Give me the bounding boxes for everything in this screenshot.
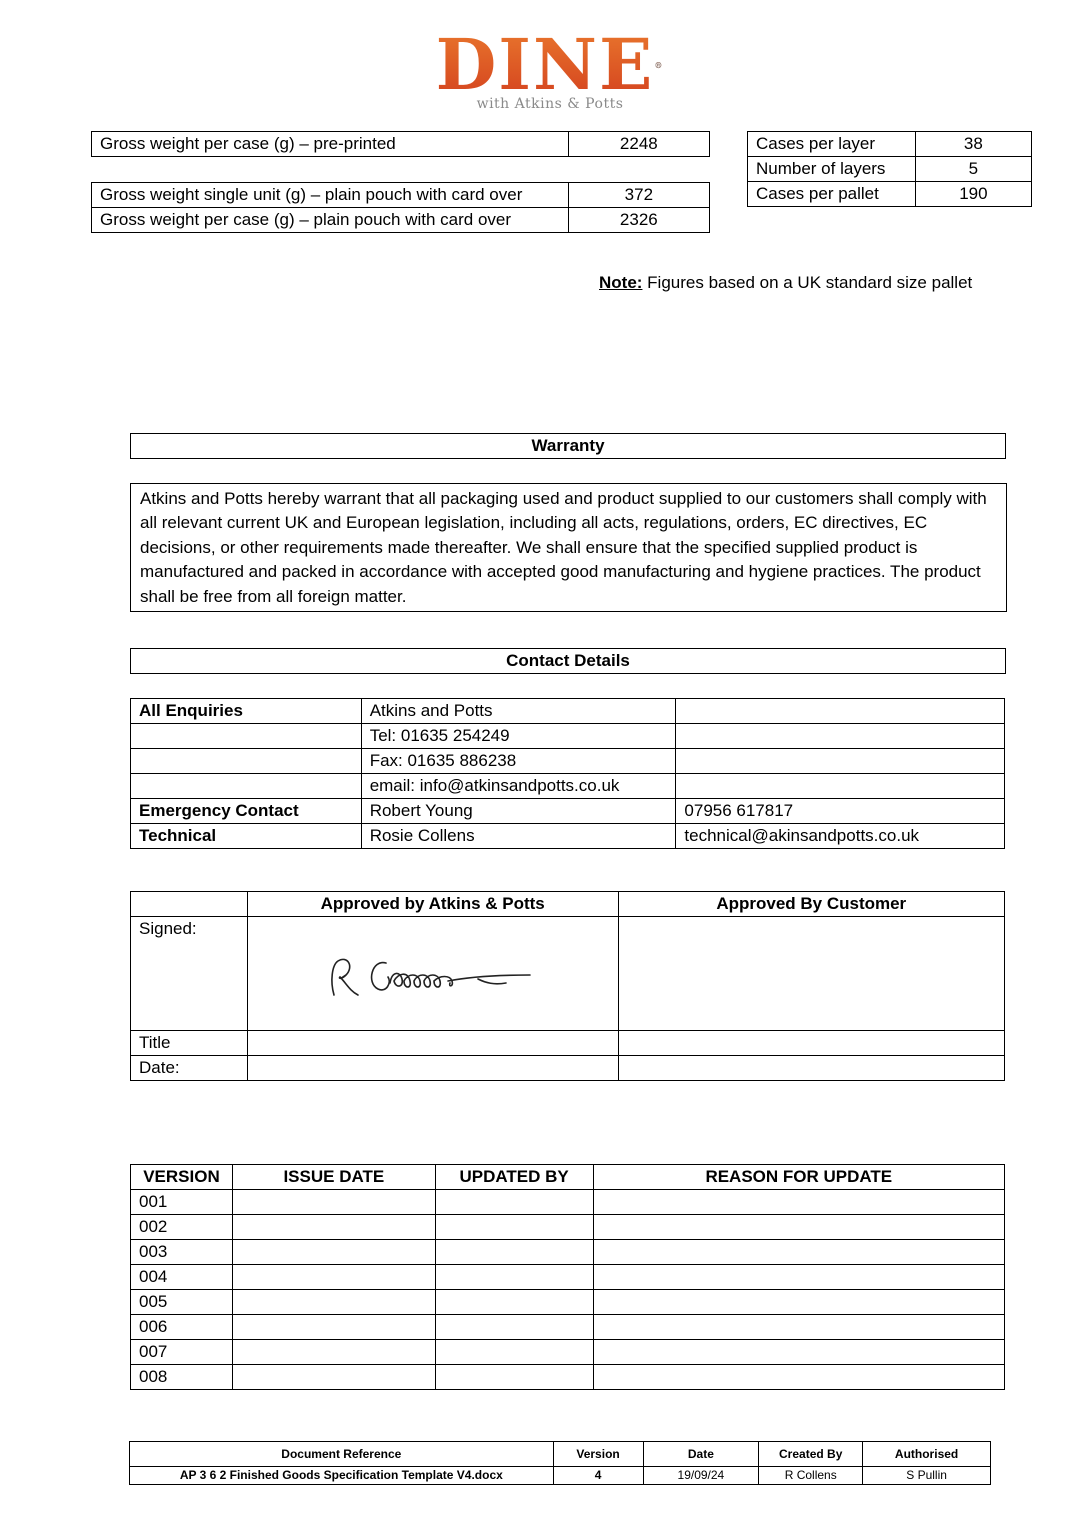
signed-label: Signed: — [131, 917, 248, 1031]
weights-label: Gross weight single unit (g) – plain pouch with card over — [92, 183, 569, 208]
contact-table — [130, 698, 1005, 849]
contact-value: Atkins and Potts — [361, 699, 676, 724]
atkins-title-cell — [247, 1031, 618, 1056]
approved-by-customer-header: Approved By Customer — [618, 892, 1005, 917]
footer-header-row — [130, 1442, 991, 1467]
weights-label: Gross weight per case (g) – pre-printed — [92, 132, 569, 157]
reason-header: REASON FOR UPDATE — [593, 1165, 1004, 1190]
contact-row — [131, 724, 1005, 749]
weights-label: Gross weight per case (g) – plain pouch with card over — [92, 208, 569, 233]
contact-row — [131, 774, 1005, 799]
approval-header-row — [131, 892, 1005, 917]
approval-title-row — [131, 1031, 1005, 1056]
document-footer-table — [129, 1441, 991, 1485]
authorised-value: S Pullin — [863, 1467, 991, 1485]
contact-value: email: info@atkinsandpotts.co.uk — [361, 774, 676, 799]
version-number: 006 — [131, 1315, 233, 1340]
version-row — [131, 1365, 1005, 1390]
pallet-label: Cases per pallet — [748, 182, 916, 207]
dine-logo — [430, 23, 670, 112]
contact-row — [131, 749, 1005, 774]
approval-signed-row — [131, 917, 1005, 1031]
note-label: Note: — [599, 273, 643, 292]
pallet-value: 190 — [915, 182, 1031, 207]
contact-label: Technical — [131, 824, 362, 849]
contact-label: All Enquiries — [131, 699, 362, 724]
pallet-row — [748, 157, 1032, 182]
pallet-table — [747, 131, 1032, 207]
contact-value: Tel: 01635 254249 — [361, 724, 676, 749]
version-row — [131, 1215, 1005, 1240]
contact-extra — [676, 774, 1005, 799]
contact-value: Rosie Collens — [361, 824, 676, 849]
contact-heading: Contact Details — [130, 648, 1006, 674]
created-by-header: Created By — [759, 1442, 863, 1467]
pallet-value: 38 — [915, 132, 1031, 157]
contact-extra — [676, 749, 1005, 774]
contact-extra: technical@akinsandpotts.co.uk — [676, 824, 1005, 849]
version-header-row — [131, 1165, 1005, 1190]
contact-label — [131, 749, 362, 774]
approved-by-atkins-header: Approved by Atkins & Potts — [247, 892, 618, 917]
approval-date-row — [131, 1056, 1005, 1081]
weights-spacer — [92, 157, 710, 183]
weights-row — [92, 208, 710, 233]
contact-label — [131, 724, 362, 749]
contact-row — [131, 824, 1005, 849]
weights-row — [92, 183, 710, 208]
issue-date-header: ISSUE DATE — [232, 1165, 435, 1190]
contact-row — [131, 799, 1005, 824]
date-value: 19/09/24 — [643, 1467, 759, 1485]
version-number: 004 — [131, 1265, 233, 1290]
note-text: Figures based on a UK standard size pallet — [642, 273, 973, 292]
version-number: 003 — [131, 1240, 233, 1265]
weights-table — [91, 131, 710, 233]
weights-value: 2326 — [568, 208, 709, 233]
version-number: 007 — [131, 1340, 233, 1365]
version-row — [131, 1240, 1005, 1265]
pallet-row — [748, 182, 1032, 207]
contact-label — [131, 774, 362, 799]
title-label: Title — [131, 1031, 248, 1056]
customer-date-cell — [618, 1056, 1005, 1081]
pallet-label: Number of layers — [748, 157, 916, 182]
contact-value: Fax: 01635 886238 — [361, 749, 676, 774]
version-number: 001 — [131, 1190, 233, 1215]
version-number: 002 — [131, 1215, 233, 1240]
weights-row — [92, 132, 710, 157]
approval-table — [130, 891, 1005, 1081]
logo-word: DINE — [435, 23, 655, 106]
version-row — [131, 1315, 1005, 1340]
contact-extra — [676, 724, 1005, 749]
footer-value-row — [130, 1467, 991, 1485]
version-number: 005 — [131, 1290, 233, 1315]
warranty-heading: Warranty — [130, 433, 1006, 459]
authorised-header: Authorised — [863, 1442, 991, 1467]
pallet-note — [599, 273, 972, 293]
version-row — [131, 1340, 1005, 1365]
customer-signature-cell — [618, 917, 1005, 1031]
contact-extra — [676, 699, 1005, 724]
version-value: 4 — [553, 1467, 643, 1485]
customer-title-cell — [618, 1031, 1005, 1056]
created-by-value: R Collens — [759, 1467, 863, 1485]
pallet-value: 5 — [915, 157, 1031, 182]
pallet-label: Cases per layer — [748, 132, 916, 157]
atkins-date-cell — [247, 1056, 618, 1081]
doc-ref-header: Document Reference — [130, 1442, 554, 1467]
version-header: VERSION — [131, 1165, 233, 1190]
atkins-signature-cell — [247, 917, 618, 1031]
version-number: 008 — [131, 1365, 233, 1390]
version-header: Version — [553, 1442, 643, 1467]
contact-row — [131, 699, 1005, 724]
updated-by-header: UPDATED BY — [435, 1165, 593, 1190]
date-label: Date: — [131, 1056, 248, 1081]
version-row — [131, 1265, 1005, 1290]
contact-extra: 07956 617817 — [676, 799, 1005, 824]
version-row — [131, 1190, 1005, 1215]
warranty-text: Atkins and Potts hereby warrant that all packaging used and product supplied to our customers shall comply with all relevant current UK and European legislation, including all acts, regulations, orders, EC directives, EC decisions, or other requirements made thereafter. We shall ensure that the specified supplied product is manufactured and packed in accordance with accepted good manufacturing and hygiene practices. The product shall be free from all foreign matter. — [130, 483, 1007, 612]
version-row — [131, 1290, 1005, 1315]
handwritten-signature — [328, 953, 538, 1003]
pallet-row — [748, 132, 1032, 157]
weights-value: 2248 — [568, 132, 709, 157]
version-history-table — [130, 1164, 1005, 1390]
weights-value: 372 — [568, 183, 709, 208]
logo-registered-mark: ® — [654, 60, 665, 70]
doc-ref-value: AP 3 6 2 Finished Goods Specification Template V4.docx — [130, 1467, 554, 1485]
date-header: Date — [643, 1442, 759, 1467]
contact-label: Emergency Contact — [131, 799, 362, 824]
logo-subtitle: with Atkins & Potts — [476, 96, 624, 112]
contact-value: Robert Young — [361, 799, 676, 824]
